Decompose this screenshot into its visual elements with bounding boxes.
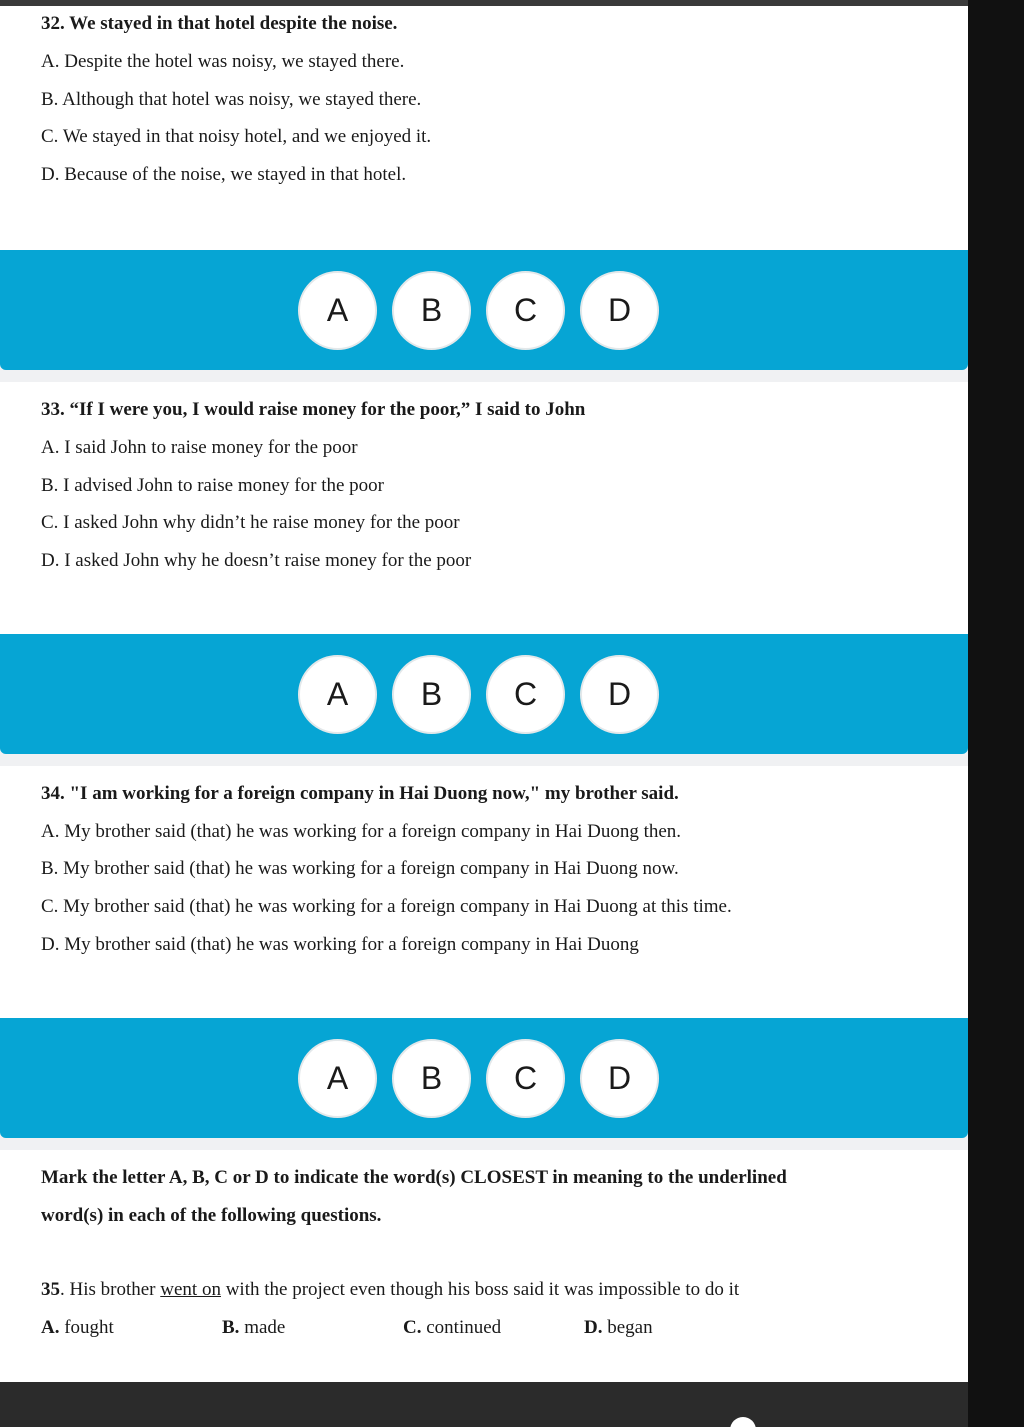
right-edge-strip	[968, 0, 1024, 1427]
answer-band-33	[0, 634, 968, 754]
answer-c-button[interactable]: C	[486, 655, 565, 734]
question-title: 34. "I am working for a foreign company in Hai Duong now," my brother said.	[41, 783, 679, 804]
option-c: C. My brother said (that) he was working for a foreign company in Hai Duong at this time.	[41, 896, 732, 917]
question-card-35	[0, 1150, 968, 1382]
answer-option-b	[222, 1316, 285, 1340]
answer-b-button[interactable]: B	[392, 655, 471, 734]
answer-text: began	[602, 1317, 653, 1338]
answer-b-button[interactable]: B	[392, 1039, 471, 1118]
answer-letter: B.	[222, 1317, 240, 1338]
option-a: A. My brother said (that) he was working for a foreign company in Hai Duong then.	[41, 821, 682, 842]
question-35-stem	[41, 1278, 739, 1302]
answer-option-a	[41, 1316, 114, 1340]
answer-band-34	[0, 1018, 968, 1138]
option-a: A. Despite the hotel was noisy, we stayed there.	[41, 51, 405, 72]
question-title: 32. We stayed in that hotel despite the noise.	[41, 13, 398, 34]
section-instruction	[41, 1159, 921, 1235]
question-card-33	[0, 382, 968, 634]
option-c: C. We stayed in that noisy hotel, and we enjoyed it.	[41, 126, 432, 147]
answer-b-button[interactable]: B	[392, 271, 471, 350]
question-number: 35	[41, 1279, 60, 1300]
answer-a-button[interactable]: A	[298, 1039, 377, 1118]
option-b: B. Although that hotel was noisy, we stayed there.	[41, 89, 422, 110]
option-d: D. Because of the noise, we stayed in that hotel.	[41, 164, 407, 185]
answer-c-button[interactable]: C	[486, 271, 565, 350]
answer-band-32	[0, 250, 968, 370]
answer-bubbles	[298, 1039, 659, 1118]
answer-c-button[interactable]: C	[486, 1039, 565, 1118]
answer-option-d	[584, 1316, 653, 1340]
quiz-sheet	[0, 6, 968, 1382]
answer-letter: C.	[403, 1317, 422, 1338]
answer-option-c	[403, 1316, 501, 1340]
question-card-34	[0, 766, 968, 1018]
instruction-line-2: word(s) in each of the following questions.	[41, 1205, 382, 1226]
question-card-32	[0, 6, 968, 250]
answer-a-button[interactable]: A	[298, 655, 377, 734]
answer-d-button[interactable]: D	[580, 655, 659, 734]
answer-d-button[interactable]: D	[580, 271, 659, 350]
option-b: B. I advised John to raise money for the poor	[41, 475, 384, 496]
answer-text: made	[239, 1317, 286, 1338]
answer-bubbles	[298, 271, 659, 350]
answer-bubbles	[298, 655, 659, 734]
question-title: 33. “If I were you, I would raise money for the poor,” I said to John	[41, 399, 586, 420]
stem-before: . His brother	[60, 1279, 161, 1300]
stem-after: with the project even though his boss said it was impossible to do it	[220, 1279, 740, 1300]
option-b: B. My brother said (that) he was working for a foreign company in Hai Duong now.	[41, 858, 679, 879]
answer-letter: A.	[41, 1317, 60, 1338]
option-d: D. I asked John why he doesn’t raise money for the poor	[41, 550, 472, 571]
answer-letter: D.	[584, 1317, 603, 1338]
underlined-phrase: went on	[160, 1279, 221, 1300]
option-a: A. I said John to raise money for the poor	[41, 437, 358, 458]
answer-a-button[interactable]: A	[298, 271, 377, 350]
answer-d-button[interactable]: D	[580, 1039, 659, 1118]
option-c: C. I asked John why didn’t he raise money for the poor	[41, 512, 460, 533]
instruction-line-1: Mark the letter A, B, C or D to indicate the word(s) CLOSEST in meaning to the underlined	[41, 1167, 787, 1188]
answer-text: continued	[421, 1317, 502, 1338]
option-d: D. My brother said (that) he was working for a foreign company in Hai Duong	[41, 934, 639, 955]
bottom-bar	[0, 1382, 968, 1427]
answer-text: fought	[59, 1317, 114, 1338]
